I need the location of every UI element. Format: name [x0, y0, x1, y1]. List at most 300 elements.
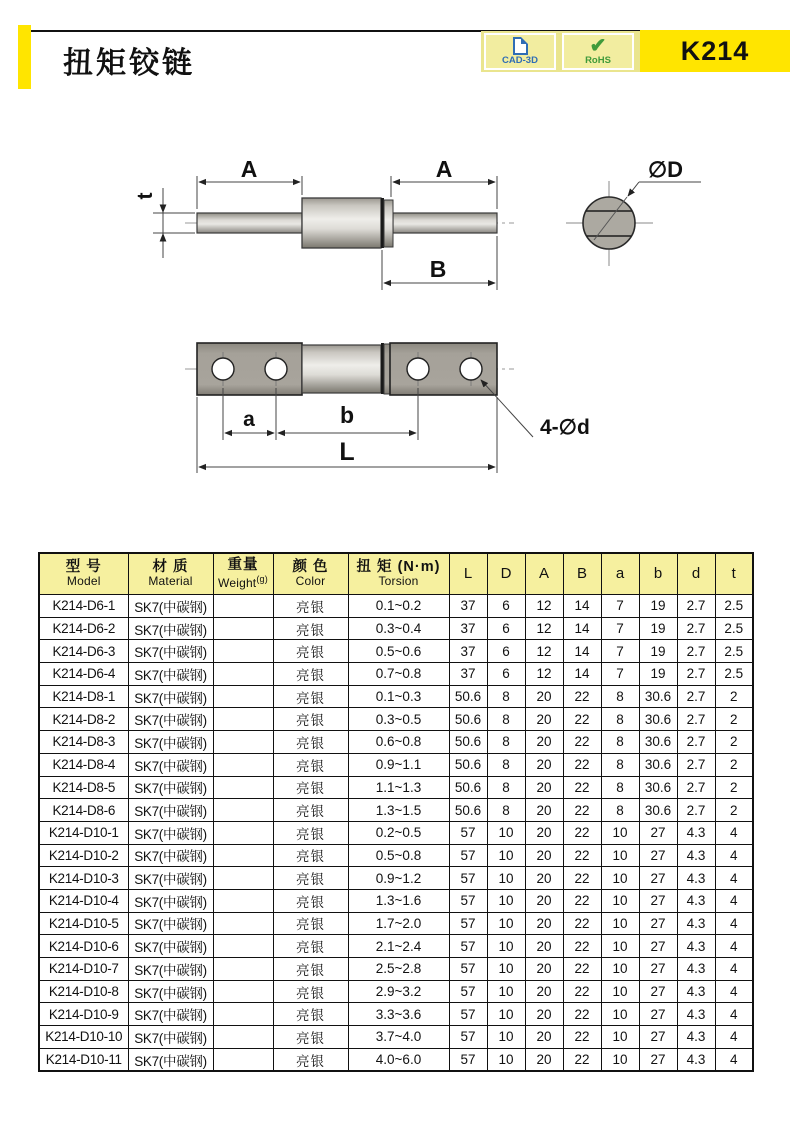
dim-cell: 37 — [449, 663, 487, 686]
torsion-cell: 0.5~0.8 — [348, 844, 449, 867]
dim-cell: 10 — [487, 1003, 525, 1026]
table-row — [39, 935, 753, 958]
dim-cell: 10 — [601, 821, 639, 844]
color-cell: 亮银 — [273, 1026, 348, 1049]
dim-cell: 10 — [601, 912, 639, 935]
dim-cell: 20 — [525, 889, 563, 912]
dim-cell: 2 — [715, 753, 753, 776]
material-cell: SK7(中碳钢) — [128, 821, 213, 844]
table-row — [39, 889, 753, 912]
dim-cell: 4.3 — [677, 821, 715, 844]
dim-cell: 8 — [601, 685, 639, 708]
dim-cell: 4.3 — [677, 1026, 715, 1049]
model-cell: K214-D10-8 — [39, 980, 128, 1003]
torsion-cell: 3.3~3.6 — [348, 1003, 449, 1026]
dim-cell: 22 — [563, 958, 601, 981]
weight-cell — [213, 821, 273, 844]
col-header-dim-d: d — [677, 553, 715, 595]
mount-hole — [407, 358, 429, 380]
material-cell: SK7(中碳钢) — [128, 663, 213, 686]
table-row — [39, 663, 753, 686]
dim-cell: 2.7 — [677, 731, 715, 754]
table-row — [39, 685, 753, 708]
dim-cell: 27 — [639, 958, 677, 981]
dim-cell: 4 — [715, 1048, 753, 1071]
table-row — [39, 731, 753, 754]
dim-cell: 8 — [601, 753, 639, 776]
joint-sliver — [384, 344, 390, 394]
mount-hole — [460, 358, 482, 380]
dim-cell: 7 — [601, 640, 639, 663]
dim-cell: 30.6 — [639, 685, 677, 708]
dim-cell: 6 — [487, 663, 525, 686]
table-row — [39, 776, 753, 799]
torsion-cell: 0.9~1.1 — [348, 753, 449, 776]
dim-cell: 4.3 — [677, 867, 715, 890]
dim-cell: 27 — [639, 1026, 677, 1049]
weight-cell — [213, 617, 273, 640]
dim-cell: 4.3 — [677, 844, 715, 867]
torsion-cell: 0.1~0.3 — [348, 685, 449, 708]
dim-cell: 8 — [487, 708, 525, 731]
table-row — [39, 821, 753, 844]
torsion-cell: 3.7~4.0 — [348, 1026, 449, 1049]
material-cell: SK7(中碳钢) — [128, 1026, 213, 1049]
dim-cell: 2.7 — [677, 663, 715, 686]
table-row — [39, 708, 753, 731]
dim-cell: 27 — [639, 935, 677, 958]
material-cell: SK7(中碳钢) — [128, 617, 213, 640]
torsion-cell: 1.1~1.3 — [348, 776, 449, 799]
dim-cell: 2 — [715, 799, 753, 822]
material-cell: SK7(中碳钢) — [128, 640, 213, 663]
dim-cell: 14 — [563, 617, 601, 640]
dim-cell: 10 — [487, 935, 525, 958]
mount-hole — [212, 358, 234, 380]
color-cell: 亮银 — [273, 640, 348, 663]
dim-cell: 2.7 — [677, 595, 715, 618]
dim-cell: 4 — [715, 980, 753, 1003]
dim-cell: 7 — [601, 617, 639, 640]
dim-cell: 14 — [563, 663, 601, 686]
material-cell: SK7(中碳钢) — [128, 867, 213, 890]
dim-cell: 4 — [715, 889, 753, 912]
dim-cell: 2.5 — [715, 595, 753, 618]
dim-cell: 8 — [487, 799, 525, 822]
torsion-cell: 0.6~0.8 — [348, 731, 449, 754]
left-pin — [197, 213, 302, 233]
dim-cell: 8 — [487, 776, 525, 799]
table-row — [39, 617, 753, 640]
color-cell: 亮银 — [273, 731, 348, 754]
dim-cell: 30.6 — [639, 731, 677, 754]
dim-cell: 27 — [639, 1003, 677, 1026]
dim-cell: 30.6 — [639, 776, 677, 799]
dim-cell: 4 — [715, 1003, 753, 1026]
color-cell: 亮银 — [273, 708, 348, 731]
table-row — [39, 753, 753, 776]
dim-cell: 4 — [715, 935, 753, 958]
dim-cell: 10 — [487, 1026, 525, 1049]
dim-cell: 2 — [715, 708, 753, 731]
dim-cell: 4.3 — [677, 1003, 715, 1026]
dim-cell: 4.3 — [677, 889, 715, 912]
dim-cell: 2.5 — [715, 663, 753, 686]
dim-cell: 8 — [487, 685, 525, 708]
model-cell: K214-D10-11 — [39, 1048, 128, 1071]
dim-cell: 12 — [525, 663, 563, 686]
dim-cell: 37 — [449, 595, 487, 618]
dim-cell: 2.7 — [677, 799, 715, 822]
dim-cell: 57 — [449, 1048, 487, 1071]
torsion-cell: 0.5~0.6 — [348, 640, 449, 663]
dim-cell: 50.6 — [449, 799, 487, 822]
weight-cell — [213, 867, 273, 890]
dim-cell: 22 — [563, 1026, 601, 1049]
model-cell: K214-D10-5 — [39, 912, 128, 935]
technical-drawing — [0, 0, 790, 530]
dim-cell: 20 — [525, 1048, 563, 1071]
dim-cell: 8 — [487, 753, 525, 776]
part-number: K214 — [680, 35, 750, 66]
dim-cell: 20 — [525, 958, 563, 981]
dim-cell: 30.6 — [639, 799, 677, 822]
dim-cell: 57 — [449, 912, 487, 935]
col-header-dim-A: A — [525, 553, 563, 595]
color-cell: 亮银 — [273, 821, 348, 844]
dim-cell: 22 — [563, 821, 601, 844]
dim-cell: 10 — [601, 958, 639, 981]
dim-cell: 4 — [715, 821, 753, 844]
weight-cell — [213, 685, 273, 708]
model-cell: K214-D8-3 — [39, 731, 128, 754]
dim-cell: 12 — [525, 640, 563, 663]
col-header-material: 材 质 Material — [128, 553, 213, 595]
material-cell: SK7(中碳钢) — [128, 708, 213, 731]
weight-cell — [213, 595, 273, 618]
dim-cell: 8 — [601, 799, 639, 822]
rohs-label: RoHS — [585, 55, 611, 66]
dim-cell: 27 — [639, 844, 677, 867]
pin-section — [583, 197, 635, 249]
model-cell: K214-D8-5 — [39, 776, 128, 799]
material-cell: SK7(中碳钢) — [128, 1003, 213, 1026]
dim-cell: 22 — [563, 867, 601, 890]
dim-cell: 8 — [601, 708, 639, 731]
dim-cell: 57 — [449, 867, 487, 890]
dim-cell: 19 — [639, 595, 677, 618]
color-cell: 亮银 — [273, 844, 348, 867]
dim-cell: 10 — [487, 958, 525, 981]
torsion-cell: 0.3~0.4 — [348, 617, 449, 640]
dim-cell: 22 — [563, 1003, 601, 1026]
dim-cell: 10 — [601, 867, 639, 890]
dim-label-t: t — [134, 192, 157, 200]
weight-cell — [213, 799, 273, 822]
color-cell: 亮银 — [273, 799, 348, 822]
torsion-cell: 2.1~2.4 — [348, 935, 449, 958]
dim-cell: 20 — [525, 731, 563, 754]
dim-cell: 2 — [715, 776, 753, 799]
dim-cell: 57 — [449, 980, 487, 1003]
dim-cell: 6 — [487, 595, 525, 618]
dim-cell: 22 — [563, 844, 601, 867]
dim-cell: 20 — [525, 799, 563, 822]
dim-cell: 10 — [487, 889, 525, 912]
right-pin — [393, 213, 497, 233]
dim-label-A-left: A — [240, 156, 258, 182]
dim-cell: 22 — [563, 912, 601, 935]
dim-label-L: L — [339, 438, 355, 466]
dim-label-A-right: A — [435, 156, 453, 182]
dim-cell: 20 — [525, 912, 563, 935]
dim-cell: 10 — [487, 867, 525, 890]
t-arrow-top — [160, 205, 167, 214]
table-row — [39, 1048, 753, 1071]
dim-cell: 20 — [525, 844, 563, 867]
dim-cell: 22 — [563, 935, 601, 958]
model-cell: K214-D6-4 — [39, 663, 128, 686]
weight-cell — [213, 1026, 273, 1049]
dim-cell: 2 — [715, 685, 753, 708]
dim-cell: 2.7 — [677, 753, 715, 776]
dim-cell: 57 — [449, 821, 487, 844]
color-cell: 亮银 — [273, 617, 348, 640]
weight-cell — [213, 958, 273, 981]
dim-cell: 20 — [525, 685, 563, 708]
model-cell: K214-D10-1 — [39, 821, 128, 844]
dia-label-D: ∅D — [648, 157, 684, 182]
color-cell: 亮银 — [273, 935, 348, 958]
dim-cell: 10 — [601, 1003, 639, 1026]
torsion-cell: 0.9~1.2 — [348, 867, 449, 890]
dim-cell: 27 — [639, 980, 677, 1003]
color-cell: 亮银 — [273, 1048, 348, 1071]
col-header-dim-b: b — [639, 553, 677, 595]
material-cell: SK7(中碳钢) — [128, 844, 213, 867]
dim-cell: 8 — [601, 731, 639, 754]
color-cell: 亮银 — [273, 753, 348, 776]
side-view — [134, 156, 514, 290]
torsion-cell: 1.7~2.0 — [348, 912, 449, 935]
dim-cell: 19 — [639, 640, 677, 663]
table-row — [39, 980, 753, 1003]
dim-cell: 57 — [449, 844, 487, 867]
dim-cell: 6 — [487, 640, 525, 663]
weight-cell — [213, 708, 273, 731]
material-cell: SK7(中碳钢) — [128, 685, 213, 708]
dim-cell: 2.5 — [715, 640, 753, 663]
dim-cell: 10 — [601, 889, 639, 912]
weight-cell — [213, 1003, 273, 1026]
dim-cell: 27 — [639, 1048, 677, 1071]
table-row — [39, 958, 753, 981]
dim-cell: 7 — [601, 595, 639, 618]
dim-cell: 27 — [639, 867, 677, 890]
col-header-dim-B: B — [563, 553, 601, 595]
model-cell: K214-D10-4 — [39, 889, 128, 912]
dim-cell: 7 — [601, 663, 639, 686]
model-cell: K214-D8-6 — [39, 799, 128, 822]
model-cell: K214-D10-9 — [39, 1003, 128, 1026]
material-cell: SK7(中碳钢) — [128, 935, 213, 958]
table-row — [39, 799, 753, 822]
table-row — [39, 595, 753, 618]
dim-cell: 20 — [525, 708, 563, 731]
color-cell: 亮银 — [273, 958, 348, 981]
dim-cell: 4.3 — [677, 958, 715, 981]
torsion-cell: 2.9~3.2 — [348, 980, 449, 1003]
dim-cell: 57 — [449, 1026, 487, 1049]
model-cell: K214-D8-1 — [39, 685, 128, 708]
dim-cell: 20 — [525, 1003, 563, 1026]
weight-cell — [213, 753, 273, 776]
col-header-color: 颜 色 Color — [273, 553, 348, 595]
model-cell: K214-D10-2 — [39, 844, 128, 867]
color-cell: 亮银 — [273, 685, 348, 708]
torsion-cell: 4.0~6.0 — [348, 1048, 449, 1071]
torsion-cell: 2.5~2.8 — [348, 958, 449, 981]
dim-cell: 2.5 — [715, 617, 753, 640]
dim-cell: 10 — [601, 844, 639, 867]
dim-cell: 2.7 — [677, 708, 715, 731]
model-cell: K214-D8-4 — [39, 753, 128, 776]
table-row — [39, 867, 753, 890]
weight-cell — [213, 663, 273, 686]
dim-cell: 12 — [525, 595, 563, 618]
barrel — [302, 198, 381, 248]
dim-label-a: a — [243, 408, 255, 431]
page-title: 扭矩铰链 — [63, 47, 195, 80]
dim-cell: 19 — [639, 617, 677, 640]
torsion-cell: 1.3~1.6 — [348, 889, 449, 912]
color-cell: 亮银 — [273, 663, 348, 686]
material-cell: SK7(中碳钢) — [128, 980, 213, 1003]
color-cell: 亮银 — [273, 867, 348, 890]
dim-cell: 20 — [525, 867, 563, 890]
dim-cell: 2.7 — [677, 640, 715, 663]
material-cell: SK7(中碳钢) — [128, 753, 213, 776]
dim-cell: 10 — [487, 980, 525, 1003]
dim-cell: 37 — [449, 640, 487, 663]
dim-cell: 4.3 — [677, 935, 715, 958]
dim-cell: 12 — [525, 617, 563, 640]
col-header-weight: 重量 Weight$^{(g)}$ — [213, 553, 273, 595]
dim-cell: 8 — [487, 731, 525, 754]
material-cell: SK7(中碳钢) — [128, 958, 213, 981]
dim-cell: 50.6 — [449, 708, 487, 731]
model-cell: K214-D8-2 — [39, 708, 128, 731]
color-cell: 亮银 — [273, 776, 348, 799]
col-header-torsion: 扭 矩 (N·m) Torsion — [348, 553, 449, 595]
dim-cell: 22 — [563, 753, 601, 776]
table-row — [39, 912, 753, 935]
dim-cell: 27 — [639, 912, 677, 935]
dim-cell: 10 — [601, 935, 639, 958]
dim-cell: 2.7 — [677, 617, 715, 640]
torsion-cell: 0.7~0.8 — [348, 663, 449, 686]
weight-cell — [213, 1048, 273, 1071]
torsion-cell: 0.2~0.5 — [348, 821, 449, 844]
dim-cell: 4.3 — [677, 912, 715, 935]
weight-cell — [213, 980, 273, 1003]
cad-3d-label: CAD-3D — [502, 55, 538, 66]
dim-cell: 22 — [563, 708, 601, 731]
material-cell: SK7(中碳钢) — [128, 776, 213, 799]
model-cell: K214-D10-3 — [39, 867, 128, 890]
dim-cell: 8 — [601, 776, 639, 799]
dim-cell: 14 — [563, 640, 601, 663]
spec-table — [38, 552, 754, 1072]
col-header-dim-D: D — [487, 553, 525, 595]
dim-cell: 6 — [487, 617, 525, 640]
weight-cell — [213, 912, 273, 935]
dim-cell: 4.3 — [677, 980, 715, 1003]
table-row — [39, 844, 753, 867]
dim-label-b: b — [339, 402, 355, 428]
dim-cell: 2.7 — [677, 776, 715, 799]
material-cell: SK7(中碳钢) — [128, 595, 213, 618]
dim-cell: 10 — [601, 1026, 639, 1049]
table-row — [39, 1003, 753, 1026]
dim-label-B: B — [429, 256, 447, 282]
dim-cell: 57 — [449, 889, 487, 912]
dim-cell: 50.6 — [449, 731, 487, 754]
barrel — [302, 345, 381, 393]
model-cell: K214-D6-3 — [39, 640, 128, 663]
dim-cell: 30.6 — [639, 708, 677, 731]
dim-cell: 20 — [525, 1026, 563, 1049]
dim-cell: 20 — [525, 753, 563, 776]
dim-cell: 20 — [525, 980, 563, 1003]
dim-cell: 14 — [563, 595, 601, 618]
material-cell: SK7(中碳钢) — [128, 912, 213, 935]
weight-cell — [213, 844, 273, 867]
dim-cell: 4 — [715, 1026, 753, 1049]
model-cell: K214-D10-7 — [39, 958, 128, 981]
dim-cell: 22 — [563, 731, 601, 754]
weight-cell — [213, 640, 273, 663]
dim-cell: 10 — [601, 980, 639, 1003]
dim-cell: 10 — [487, 821, 525, 844]
model-cell: K214-D10-6 — [39, 935, 128, 958]
material-cell: SK7(中碳钢) — [128, 1048, 213, 1071]
dim-cell: 50.6 — [449, 685, 487, 708]
color-cell: 亮银 — [273, 912, 348, 935]
color-cell: 亮银 — [273, 595, 348, 618]
dim-cell: 10 — [601, 1048, 639, 1071]
torsion-cell: 0.3~0.5 — [348, 708, 449, 731]
dim-cell: 4 — [715, 912, 753, 935]
leader-arrow — [628, 182, 639, 196]
checkmark-icon: ✔ — [589, 35, 607, 57]
dim-cell: 20 — [525, 935, 563, 958]
table-header-row — [39, 553, 753, 595]
dim-cell: 19 — [639, 663, 677, 686]
dim-cell: 4 — [715, 844, 753, 867]
dim-cell: 22 — [563, 776, 601, 799]
col-header-dim-a: a — [601, 553, 639, 595]
dim-cell: 4 — [715, 958, 753, 981]
dim-cell: 22 — [563, 889, 601, 912]
dim-cell: 4 — [715, 867, 753, 890]
table-row — [39, 640, 753, 663]
col-header-model: 型 号 Model — [39, 553, 128, 595]
dim-cell: 22 — [563, 799, 601, 822]
model-cell: K214-D6-2 — [39, 617, 128, 640]
dim-cell: 30.6 — [639, 753, 677, 776]
material-cell: SK7(中碳钢) — [128, 731, 213, 754]
